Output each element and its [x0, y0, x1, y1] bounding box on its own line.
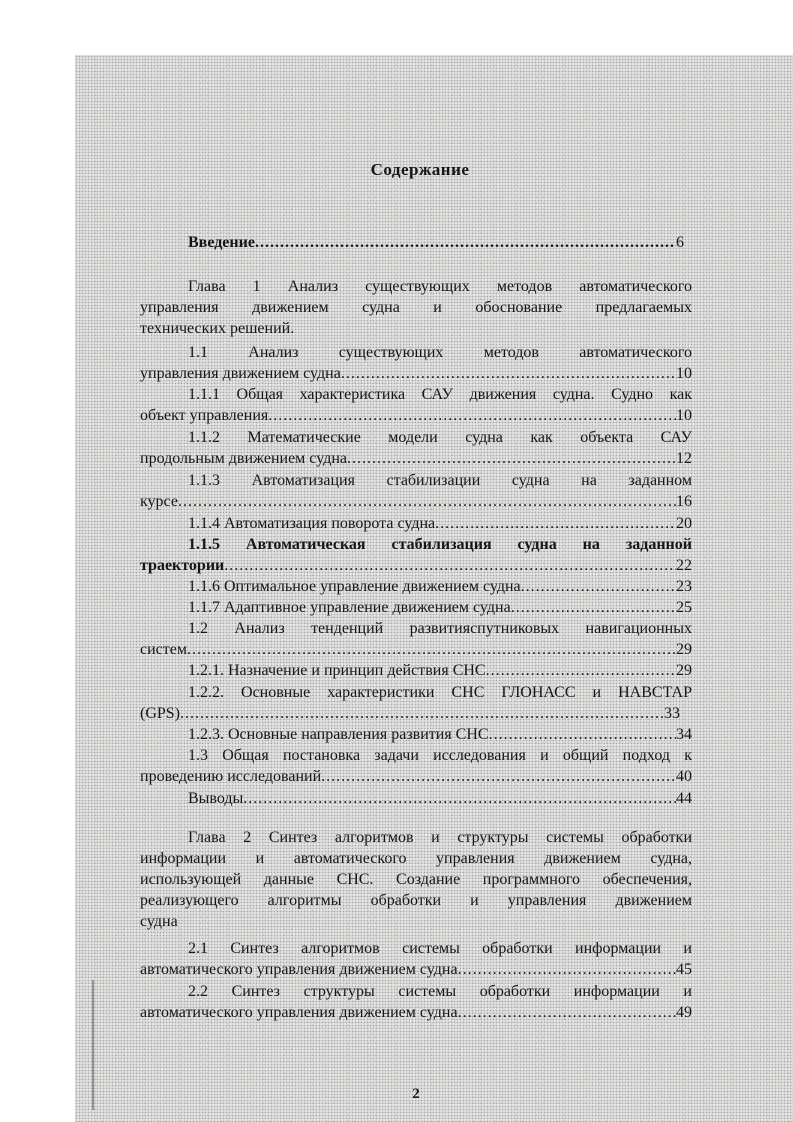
chapter-1-heading: Глава 1 Анализ существующих методов автоматического управления движением судна и обоснование предлагаемых технических решений.: [140, 278, 692, 337]
page-title: Содержание: [370, 160, 470, 179]
toc-entry-2-1[interactable]: 2.1 Синтез алгоритмов системы обработки информации и автоматического управления движением судна ..... 45: [140, 938, 692, 980]
toc-entry-2-2[interactable]: 2.2 Синтез структуры системы обработки информации и автоматического управления движением судна ..... 49: [140, 981, 692, 1023]
chapter-2-heading: Глава 2 Синтез алгоритмов и структуры системы обработки информации и автоматического управления движением судна, использующей данные СНС. Создание программного обеспечения, реализующего алгоритмы обработки и управления движением судна: [140, 829, 692, 930]
scan-margin-top: [0, 0, 793, 55]
toc-entry-intro[interactable]: [140, 232, 684, 253]
toc-entry-1-1-1[interactable]: 1.1.1 Общая характеристика САУ движения судна. Судно как объект управления ..... 10: [140, 384, 692, 426]
toc-entry-1-1-2[interactable]: 1.1.2 Математические модели судна как объекта САУ продольным движением судна ..... 12: [140, 427, 692, 469]
toc-entry-1-1[interactable]: 1.1 Анализ существующих методов автоматического управления движением судна ..... 10: [140, 342, 692, 384]
toc-entry-1-2[interactable]: 1.2 Анализ тенденций развитияспутниковых навигационных систем ..... 29: [140, 618, 692, 660]
toc-entry-1-1-3[interactable]: 1.1.3 Автоматизация стабилизации судна на заданном курсе ..... 16: [140, 470, 692, 512]
toc-entry-1-1-5[interactable]: 1.1.5 Автоматическая стабилизация судна на заданной траектории ..... 22: [140, 534, 692, 576]
toc-entry-1-2-3[interactable]: 1.2.3. Основные направления развития СНС ..... 34: [140, 724, 692, 745]
toc-entry-1-2-2[interactable]: 1.2.2. Основные характеристики СНС ГЛОНАСС и НАВСТАР (GPS) ..... 33: [140, 682, 692, 724]
toc-entry-1-1-6[interactable]: 1.1.6 Оптимальное управление движением судна ..... 23: [140, 576, 692, 597]
toc-entry-1-1-4[interactable]: 1.1.4 Автоматизация поворота судна ..... 20: [140, 513, 692, 534]
scan-edge-mark: [92, 980, 94, 1110]
toc-entry-1-3[interactable]: 1.3 Общая постановка задачи исследования и общий подход к проведению исследований ..... 40: [140, 745, 692, 787]
toc-entry-conclusions[interactable]: Выводы ..... 44: [140, 788, 692, 809]
scan-margin-left: [0, 0, 75, 1122]
toc-entry-1-2-1[interactable]: 1.2.1. Назначение и принцип действия СНС ..... 29: [140, 660, 692, 681]
toc-leader-line: Введение ..... 6: [188, 232, 684, 253]
page-number: 2: [412, 1086, 420, 1102]
toc-entry-1-1-7[interactable]: 1.1.7 Адаптивное управление движением судна ..... 25: [140, 597, 692, 618]
